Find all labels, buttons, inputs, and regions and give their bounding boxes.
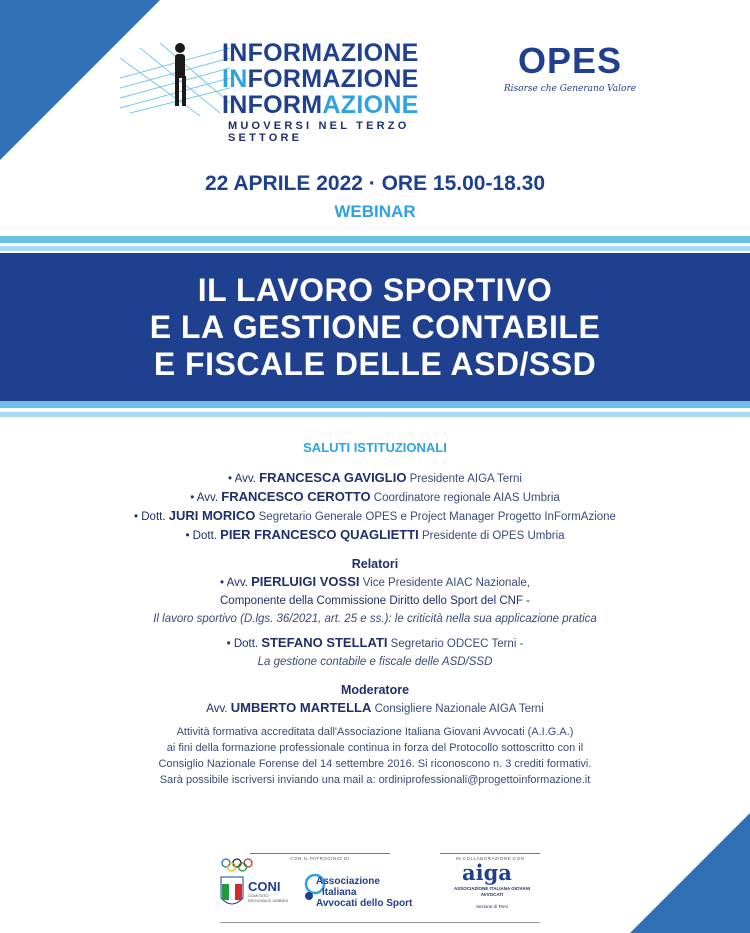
aias-wordmark: Associazione Italiana Avvocati dello Sport: [316, 876, 413, 909]
opes-wordmark: OPES: [517, 40, 623, 81]
logo-line-2: INFORMAZIONE: [222, 65, 419, 93]
list-item: • Dott. JURI MORICO Segretario Generale OPES e Project Manager Progetto InFormAzione: [134, 508, 616, 523]
program-content: [0, 440, 750, 788]
collaboration-label: IN COLLABORAZIONE CON: [440, 853, 540, 861]
logo-wordmark: [222, 40, 419, 118]
moderatore-heading: Moderatore: [340, 683, 410, 697]
speaker-topic: La gestione contabile e fiscale delle ASD/SSD: [257, 656, 493, 668]
event-date: 22 APRILE 2022 · ORE 15.00-18.30: [204, 172, 546, 195]
spacer: [0, 671, 750, 681]
opes-tagline: Risorse che Generano Valore: [503, 84, 637, 94]
spacer: [0, 545, 750, 555]
stripe-divider: [0, 401, 750, 408]
italy-shield-icon: [220, 876, 244, 910]
walking-figure-icon: [120, 38, 230, 118]
relatori-heading: Relatori: [351, 557, 399, 571]
title-banner: [0, 253, 750, 401]
list-item: • Dott. PIER FRANCESCO QUAGLIETTI Presidente di OPES Umbria: [185, 527, 565, 542]
coni-wordmark: CONI: [248, 879, 281, 894]
registration-email[interactable]: Sarà possibile iscriversi inviando una mail a: ordiniprofessionali@progettoinformazione.it: [159, 774, 591, 786]
stripe-divider: [0, 246, 750, 251]
logo-line-3: INFORMAZIONE: [222, 91, 419, 119]
speaker-role: Componente della Commissione Diritto dello Sport del CNF -: [220, 595, 530, 607]
coni-subtitle: COMITATO REGIONALE UMBRIA: [248, 893, 289, 903]
title-line-2: E LA GESTIONE CONTABILE: [149, 308, 601, 345]
stripe-divider: [0, 412, 750, 417]
logo-tagline: MUOVERSI NEL TERZO SETTORE: [228, 120, 410, 144]
olympic-rings-icon: [220, 858, 254, 872]
title-line-1: IL LAVORO SPORTIVO: [197, 271, 553, 308]
aiga-wordmark: aiga: [462, 860, 512, 885]
patronage-label: CON IL PATROCINIO DI: [250, 853, 390, 861]
event-format: WEBINAR: [334, 202, 416, 221]
list-item: • Avv. PIERLUIGI VOSSI Vice Presidente AIAC Nazionale,: [220, 574, 530, 589]
saluti-heading: SALUTI ISTITUZIONALI: [303, 440, 447, 455]
saluti-list: [0, 469, 750, 788]
accreditation-note: Attività formativa accreditata dall'Associazione Italiana Giovani Avvocati (A.I.G.A.) ai fini della formazione professionale continua in forza del Protocollo sottoscritto con il Consiglio Nazionale Forense del 14 settembre 2016. Si riconoscono n. 3 crediti formativi. Sarà possibile iscriversi inviando una mail a: ordiniprofessionali@progettoinformazione.it: [0, 724, 750, 788]
speaker-topic: Il lavoro sportivo (D.lgs. 36/2021, art. 25 e ss.): le criticità nella sua applicazione pratica: [153, 613, 597, 625]
informazione-logo: [120, 38, 480, 144]
list-item: Avv. UMBERTO MARTELLA Consigliere Nazionale AIGA Terni: [206, 700, 544, 715]
opes-logo: [500, 40, 640, 94]
stripe-divider: [0, 236, 750, 243]
divider: [220, 922, 540, 923]
aiga-subtitle: ASSOCIAZIONE ITALIANA GIOVANI AVVOCATI: [454, 886, 530, 897]
title-line-3: E FISCALE DELLE ASD/SSD: [153, 345, 597, 382]
aiga-section-label: Sezione di Terni: [476, 904, 508, 909]
list-item: • Dott. STEFANO STELLATI Segretario ODCEC Terni -: [226, 635, 524, 650]
list-item: • Avv. FRANCESCO CEROTTO Coordinatore regionale AIAS Umbria: [190, 489, 560, 504]
list-item: • Avv. FRANCESCA GAVIGLIO Presidente AIGA Terni: [228, 470, 522, 485]
corner-decoration-bottom-right: [630, 813, 750, 933]
logo-line-1: INFORMAZIONE: [222, 39, 419, 67]
